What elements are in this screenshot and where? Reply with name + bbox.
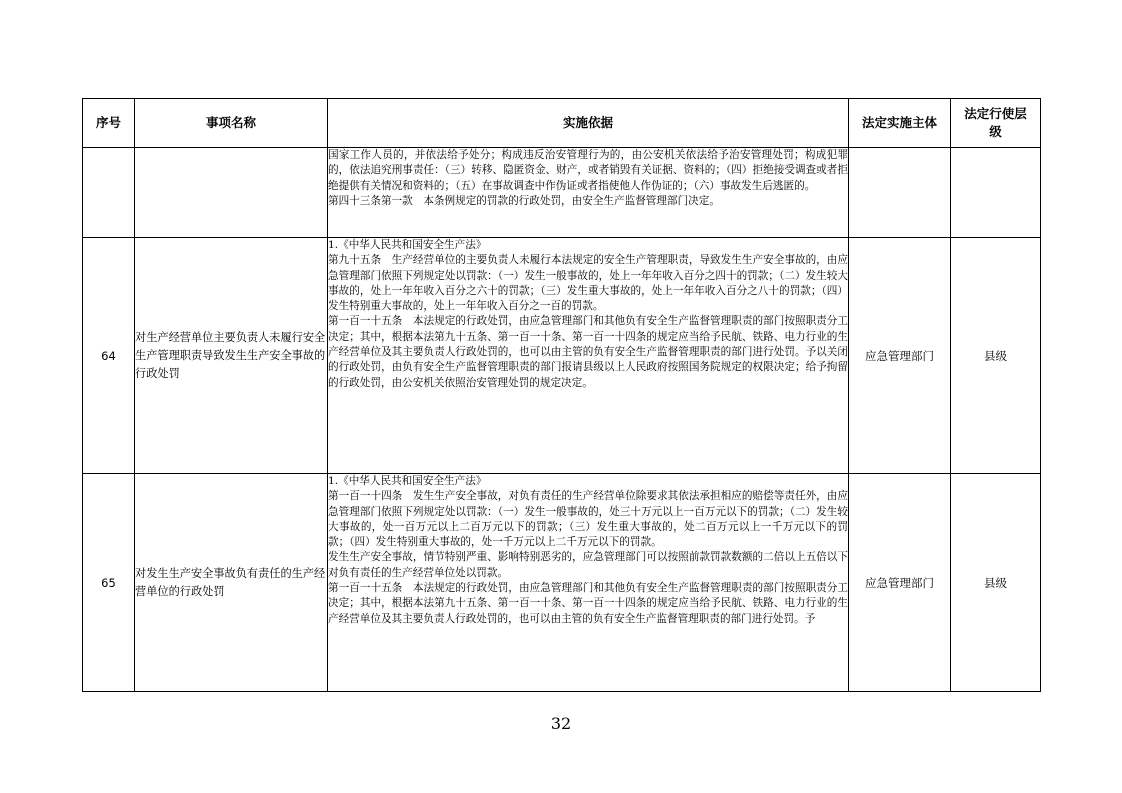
page-number: 32 bbox=[550, 714, 572, 733]
header-entity: 法定实施主体 bbox=[849, 99, 951, 148]
basis-paragraph: 1.《中华人民共和国安全生产法》 bbox=[328, 239, 487, 251]
header-serial: 序号 bbox=[83, 99, 135, 148]
row-basis bbox=[328, 474, 849, 692]
header-item-name: 事项名称 bbox=[135, 99, 328, 148]
row-serial: 65 bbox=[83, 474, 135, 692]
basis-paragraph: 国家工作人员的，并依法给予处分；构成违反治安管理行为的，由公安机关依法给予治安管理处罚；构成犯罪的，依法追究刑事责任：（三）转移、隐匿资金、财产，或者销毁有关证据、资料的；（四）拒绝接受调查或者拒绝提供有关情况和资料的；（五）在事故调查中作伪证或者指使他人作伪证的；（六）事故发生后逃匿的。 bbox=[328, 149, 848, 192]
header-basis: 实施依据 bbox=[328, 99, 849, 148]
basis-paragraph: 第一百一十四条 发生生产安全事故，对负有责任的生产经营单位除要求其依法承担相应的赔偿等责任外，由应急管理部门依照下列规定处以罚款：（一）发生一般事故的，处三十万元以上一百万元以下的罚款；（二）发生较大事故的，处一百万元以上二百万元以下的罚款；（三）发生重大事故的，处二百万元以上一千万元以下的罚款；（四）发生特别重大事故的，处一千万元以上二千万元以下的罚款。 bbox=[328, 490, 848, 549]
row-level: 县级 bbox=[951, 474, 1041, 692]
basis-paragraph: 第九十五条 生产经营单位的主要负责人未履行本法规定的安全生产管理职责，导致发生生产安全事故的，由应急管理部门依照下列规定处以罚款：（一）发生一般事故的，处上一年年收入百分之四十的罚款；（二）发生较大事故的，处上一年年收入百分之六十的罚款；（三）发生重大事故的，处上一年年收入百分之八十的罚款；（四）发生特别重大事故的，处上一年年收入百分之一百的罚款。 bbox=[328, 254, 848, 313]
row-level: 县级 bbox=[951, 238, 1041, 474]
header-row bbox=[83, 99, 1041, 148]
matters-table bbox=[82, 98, 1041, 692]
basis-paragraph: 第四十三条第一款 本条例规定的罚款的行政处罚，由安全生产监督管理部门决定。 bbox=[328, 194, 720, 207]
row-serial bbox=[83, 148, 135, 238]
row-entity bbox=[849, 148, 951, 238]
basis-paragraph: 第一百一十五条 本法规定的行政处罚，由应急管理部门和其他负有安全生产监督管理职责的部门按照职责分工决定；其中，根据本法第九十五条、第一百一十条、第一百一十四条的规定应当给予民航、铁路、电力行业的生产经营单位及其主要负责人行政处罚的，也可以由主管的负有安全生产监督管理职责的部门进行处罚。予以关闭的行政处罚，由负有安全生产监督管理职责的部门报请县级以上人民政府按照国务院规定的权限决定；给予拘留的行政处罚，由公安机关依照治安管理处罚的规定决定。 bbox=[328, 315, 848, 389]
row-entity: 应急管理部门 bbox=[849, 238, 951, 474]
basis-paragraph: 第一百一十五条 本法规定的行政处罚，由应急管理部门和其他负有安全生产监督管理职责的部门按照职责分工决定；其中，根据本法第九十五条、第一百一十条、第一百一十四条的规定应当给予民航、铁路、电力行业的生产经营单位及其主要负责人行政处罚的，也可以由主管的负有安全生产监督管理职责的部门进行处罚。予 bbox=[328, 582, 848, 625]
header-level: 法定行使层 级 bbox=[951, 99, 1041, 148]
row-item-name: 对发生生产安全事故负有责任的生产经营单位的行政处罚 bbox=[135, 474, 328, 692]
table-row bbox=[83, 238, 1041, 474]
row-basis bbox=[328, 148, 849, 238]
basis-paragraph: 1.《中华人民共和国安全生产法》 bbox=[328, 475, 487, 487]
row-item-name: 对生产经营单位主要负责人未履行安全生产管理职责导致发生生产安全事故的行政处罚 bbox=[135, 238, 328, 474]
row-level bbox=[951, 148, 1041, 238]
table-row bbox=[83, 474, 1041, 692]
row-entity: 应急管理部门 bbox=[849, 474, 951, 692]
row-serial: 64 bbox=[83, 238, 135, 474]
basis-paragraph: 发生生产安全事故，情节特别严重、影响特别恶劣的，应急管理部门可以按照前款罚款数额的二倍以上五倍以下对负有责任的生产经营单位处以罚款。 bbox=[328, 551, 848, 579]
row-basis bbox=[328, 238, 849, 474]
row-item-name bbox=[135, 148, 328, 238]
table-row bbox=[83, 148, 1041, 238]
